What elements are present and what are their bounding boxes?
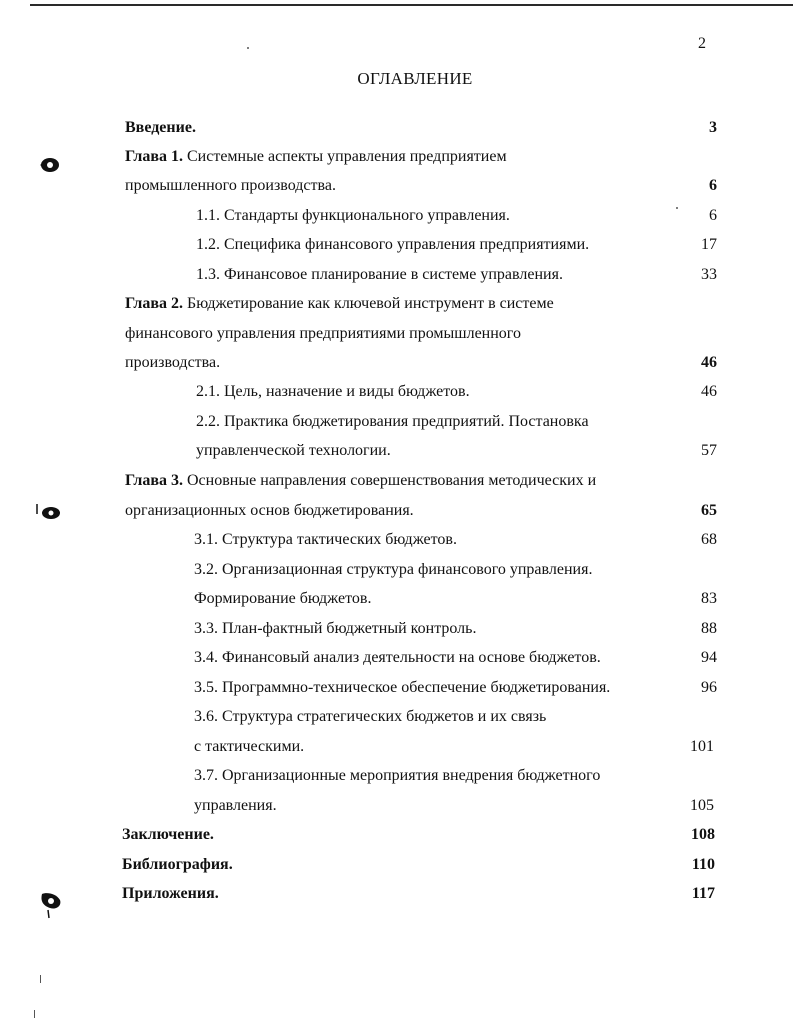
toc-section-page: 105 [690,797,714,814]
toc-intro-label: Введение. [125,119,196,136]
toc-section-cont: Формирование бюджетов. [194,590,372,607]
chapter-1-page: 6 [709,177,717,194]
toc-section: 3.7. Организационные мероприятия внедрения бюджетного [194,767,601,784]
toc-section-page: 94 [701,649,717,666]
toc-section-page: 96 [701,679,717,696]
toc-section: 3.3. План-фактный бюджетный контроль. [194,620,477,637]
chapter-2-page: 46 [701,354,717,371]
toc-section: 1.1. Стандарты функционального управления. [196,207,510,224]
toc-intro-page: 3 [709,119,717,136]
toc-section-page: 68 [701,531,717,548]
toc-appendices-page: 117 [691,885,715,902]
toc-bibliography-label: Библиография. [122,856,233,873]
toc-section: 3.2. Организационная структура финансового управления. [194,561,593,578]
toc-section: 3.5. Программно-техническое обеспечение бюджетирования. [194,679,611,696]
toc-section-page: 17 [701,236,717,253]
chapter-3-label: Глава 3. [125,472,183,489]
toc-section-page: 33 [701,266,717,283]
chapter-3-title-cont: организационных основ бюджетирования. [125,502,414,519]
toc-section: 3.1. Структура тактических бюджетов. [194,531,457,548]
toc-section-cont: управления. [194,797,277,814]
toc-section-cont: с тактическими. [194,738,305,755]
toc-chapter-1 [125,147,507,167]
chapter-2-title-cont2: производства. [125,354,221,371]
toc-section-page: 57 [701,442,717,459]
chapter-1-label: Глава 1. [125,148,183,165]
chapter-2-title-cont: финансового управления предприятиями промышленного [125,325,521,342]
toc-chapter-3 [125,471,596,491]
toc-section: 1.2. Специфика финансового управления предприятиями. [196,236,590,253]
toc-appendices-label: Приложения. [122,885,219,902]
toc-section: 3.6. Структура стратегических бюджетов и их связь [194,708,547,725]
chapter-3-title: Основные направления совершенствования методических и [187,472,597,489]
page-title: ОГЛАВЛЕНИЕ [357,69,473,88]
chapter-1-title: Системные аспекты управления предприятием [187,148,507,165]
toc-conclusion-label: Заключение. [122,826,214,843]
toc-section-page: 83 [701,590,717,607]
chapter-2-label: Глава 2. [125,295,183,312]
toc-bibliography-page: 110 [691,856,715,873]
toc-section-page: 88 [701,620,717,637]
chapter-1-title-cont: промышленного производства. [125,177,336,194]
page-number: 2 [698,35,706,52]
toc-section: 1.3. Финансовое планирование в системе управления. [196,266,563,283]
chapter-2-title: Бюджетирование как ключевой инструмент в системе [187,295,554,312]
toc-section-page: 46 [701,383,717,400]
chapter-3-page: 65 [701,502,717,519]
toc-section-cont: управленческой технологии. [196,442,391,459]
toc-chapter-2 [125,294,554,314]
toc-section-page: 101 [690,738,714,755]
toc-section: 2.2. Практика бюджетирования предприятий. Постановка [196,413,589,430]
toc-section: 3.4. Финансовый анализ деятельности на основе бюджетов. [194,649,601,666]
toc-section-page: 6 [709,207,717,224]
toc-conclusion-page: 108 [691,826,715,843]
toc-section: 2.1. Цель, назначение и виды бюджетов. [196,383,470,400]
